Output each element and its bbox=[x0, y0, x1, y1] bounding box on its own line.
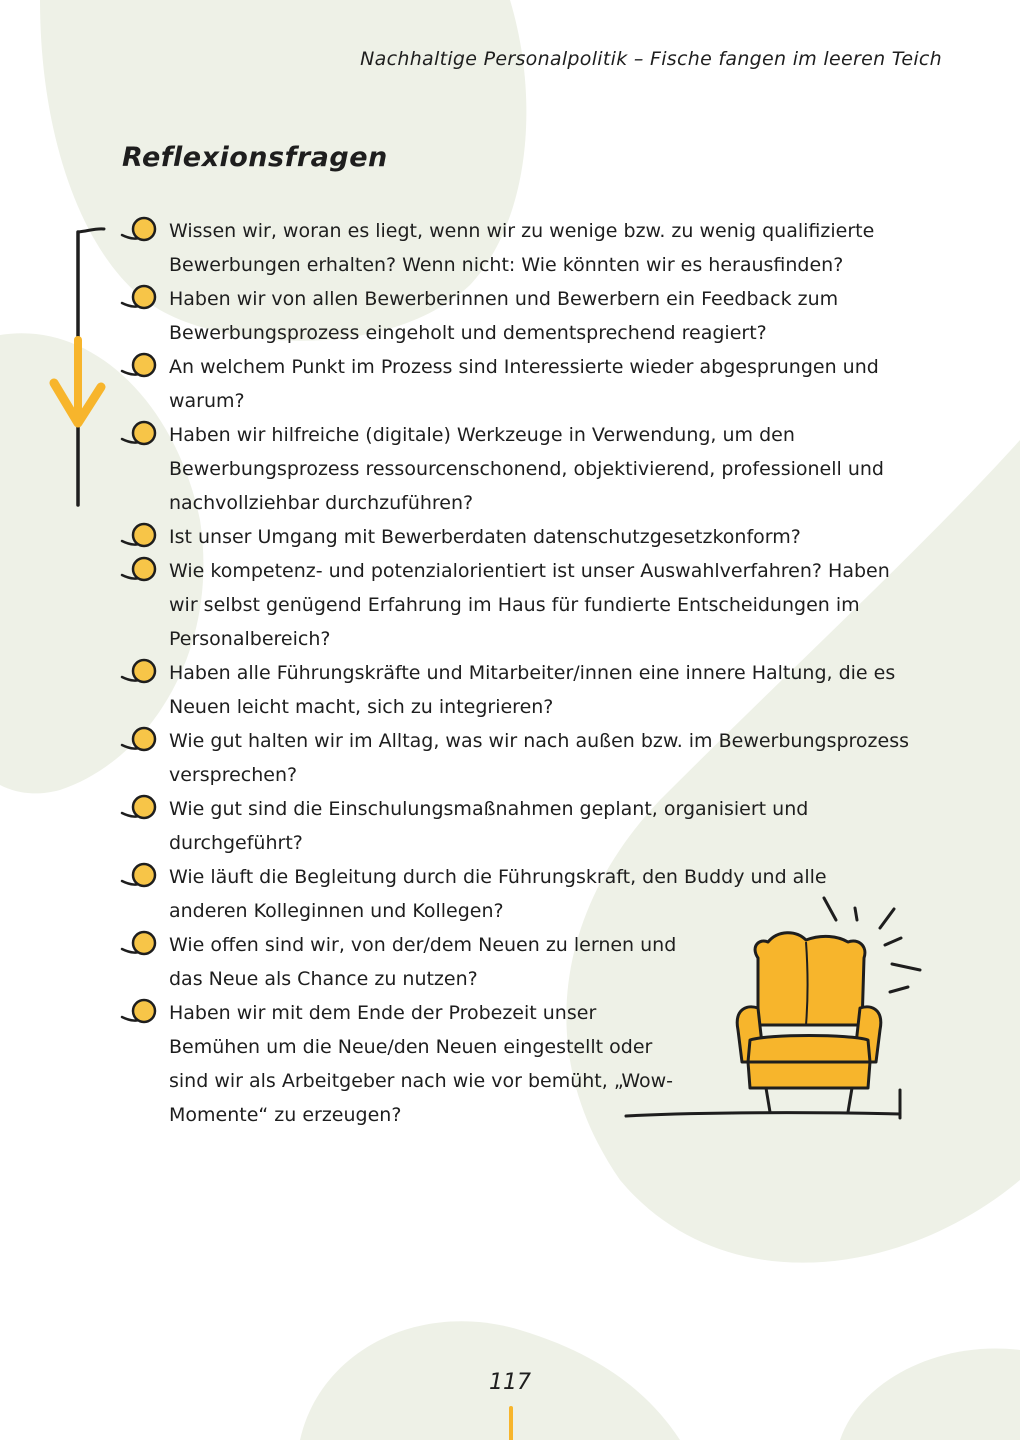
list-item: Haben wir hilfreiche (digitale) Werkzeuge in Verwendung, um den Bewerbungsprozess ressourcenschonend, objektivierend, professionell und nachvollziehbar durchzuführen? bbox=[120, 418, 910, 520]
list-item: Ist unser Umgang mit Bewerberdaten datenschutzgesetzkonform? bbox=[120, 520, 910, 554]
page-marker-line bbox=[506, 1406, 516, 1440]
list-item: Wie gut halten wir im Alltag, was wir nach außen bzw. im Bewerbungsprozess versprechen? bbox=[120, 724, 910, 792]
bullet-circle-icon bbox=[120, 930, 162, 960]
bullet-circle-icon bbox=[120, 998, 162, 1028]
bullet-circle-icon bbox=[120, 284, 162, 314]
page-number: 117 bbox=[489, 1370, 531, 1395]
bullet-circle-icon bbox=[120, 862, 162, 892]
running-header: Nachhaltige Personalpolitik – Fische fangen im leeren Teich bbox=[360, 48, 942, 70]
list-item: Wie offen sind wir, von der/dem Neuen zu lernen und das Neue als Chance zu nutzen? bbox=[120, 928, 689, 996]
list-item: Wie läuft die Begleitung durch die Führungskraft, den Buddy und alle anderen Kolleginnen und Kollegen? bbox=[120, 860, 910, 928]
bullet-circle-icon bbox=[120, 420, 162, 450]
bullet-circle-icon bbox=[120, 658, 162, 688]
list-item: Haben wir mit dem Ende der Probezeit unser Bemühen um die Neue/den Neuen eingestellt oder sind wir als Arbeitgeber nach wie vor bemüht, „Wow-Momente“ zu erzeugen? bbox=[120, 996, 689, 1132]
bullet-circle-icon bbox=[120, 794, 162, 824]
bullet-circle-icon bbox=[120, 216, 162, 246]
down-arrow-icon bbox=[48, 215, 118, 515]
list-item: Wissen wir, woran es liegt, wenn wir zu wenige bzw. zu wenig qualifizierte Bewerbungen erhalten? Wenn nicht: Wie könnten wir es herausfinden? bbox=[120, 214, 910, 282]
list-item: Haben alle Führungskräfte und Mitarbeiter/innen eine innere Haltung, die es Neuen leicht macht, sich zu integrieren? bbox=[120, 656, 910, 724]
bullet-circle-icon bbox=[120, 352, 162, 382]
bullet-circle-icon bbox=[120, 556, 162, 586]
armchair-illustration bbox=[618, 890, 938, 1125]
list-item: Haben wir von allen Bewerberinnen und Bewerbern ein Feedback zum Bewerbungsprozess eingeholt und dementsprechend reagiert? bbox=[120, 282, 910, 350]
list-item: Wie kompetenz- und potenzialorientiert ist unser Auswahlverfahren? Haben wir selbst genügend Erfahrung im Haus für fundierte Entscheidungen im Personalbereich? bbox=[120, 554, 910, 656]
bullet-circle-icon bbox=[120, 726, 162, 756]
bullet-circle-icon bbox=[120, 522, 162, 552]
section-title: Reflexionsfragen bbox=[122, 142, 388, 173]
list-item: An welchem Punkt im Prozess sind Interessierte wieder abgesprungen und warum? bbox=[120, 350, 910, 418]
list-item: Wie gut sind die Einschulungsmaßnahmen geplant, organisiert und durchgeführt? bbox=[120, 792, 910, 860]
